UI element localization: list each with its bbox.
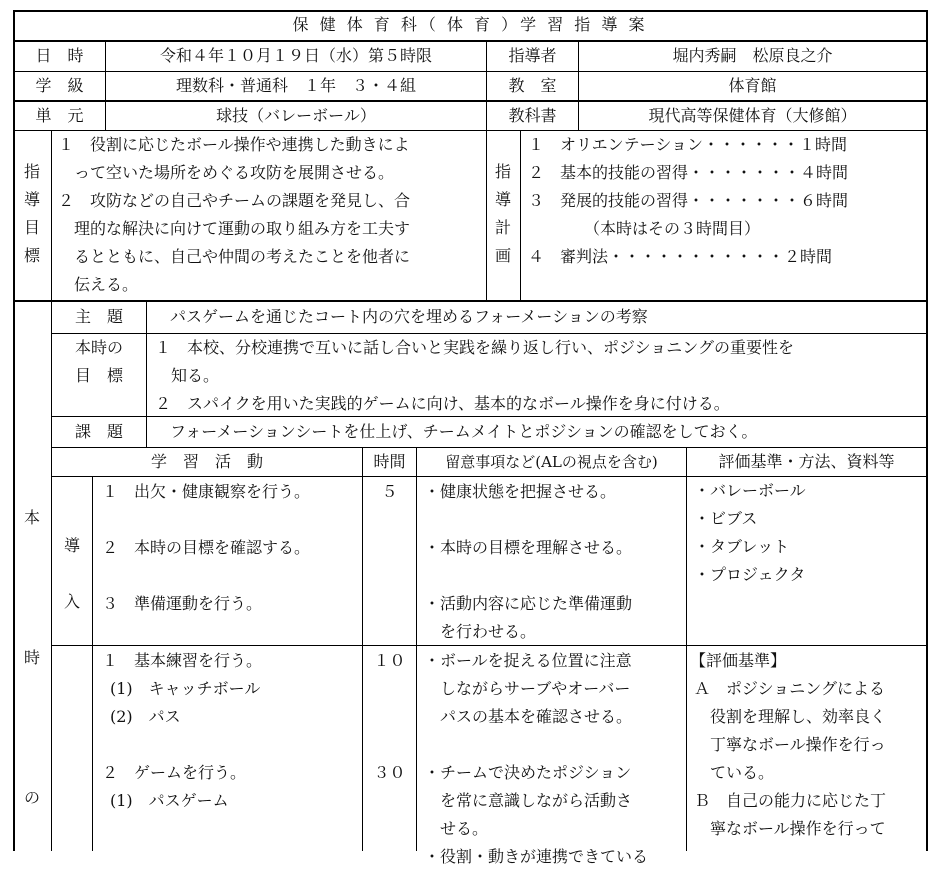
plan-line: １ オリエンテーション・・・・・・１時間 [528, 135, 848, 154]
intro-eval: ・ビブス [694, 509, 758, 528]
goal-line: 理的な解決に向けて運動の取り組み方を工夫す [58, 219, 411, 238]
task-label: 課 題 [74, 422, 123, 441]
main-eval: Ａ ポジショニングによる [694, 679, 885, 698]
border-right [926, 10, 928, 851]
main-eval: 丁寧なボール操作を行っ [694, 735, 886, 754]
intro-label: 導入 [63, 536, 80, 611]
instructor-label: 指導者 [508, 46, 557, 65]
objective-label-2: 目 標 [74, 366, 123, 385]
date-value: 令和４年１０月１９日（水）第５時限 [159, 46, 432, 65]
intro-activity: ３ 準備運動を行う。 [102, 594, 263, 613]
main-activity: ２ ゲームを行う。 [102, 763, 247, 782]
rule [486, 130, 487, 300]
rule [686, 447, 687, 851]
goal-line: って空いた場所をめぐる攻防を展開させる。 [58, 163, 395, 182]
intro-eval: ・タブレット [694, 537, 790, 556]
unit-label: 単 元 [35, 106, 84, 125]
main-eval: 【評価基準】 [690, 651, 787, 670]
main-note: ・ボールを捉える位置に注意 [424, 651, 632, 670]
textbook-label: 教科書 [508, 106, 557, 125]
main-time: ３０ [373, 763, 406, 782]
rule [13, 300, 928, 302]
room-value: 体育館 [728, 76, 777, 95]
objective-text [155, 334, 925, 418]
theme-label: 主 題 [74, 307, 123, 326]
header-time: 時間 [373, 452, 406, 471]
header-notes: 留意事項など(ALの視点を含む) [445, 453, 658, 471]
intro-time: ５ [381, 482, 398, 501]
theme-value: パスゲームを通じたコート内の穴を埋めるフォーメーションの考察 [170, 307, 648, 326]
room-label: 教 室 [508, 76, 557, 95]
intro-activity: ２ 本時の目標を確認する。 [102, 538, 311, 557]
main-activity: (2) パス [110, 707, 181, 726]
goals-text [58, 131, 484, 299]
border-top [13, 10, 928, 12]
plan-line: ４ 審判法・・・・・・・・・・・２時間 [528, 247, 833, 266]
objective-line: １ 本校、分校連携で互いに話し合いと実践を繰り返し行い、ポジショニングの重要性を [155, 338, 794, 357]
intro-eval: ・プロジェクタ [694, 565, 806, 584]
rule [520, 130, 521, 300]
main-eval: Ｂ 自己の能力に応じた丁 [694, 791, 887, 810]
main-note: しながらサーブやオーバー [424, 679, 631, 698]
main-time: １０ [373, 651, 406, 670]
main-activity: (1) パスゲーム [110, 791, 229, 810]
intro-note: ・健康状態を把握させる。 [424, 482, 617, 501]
task-value: フォーメーションシートを仕上げ、チームメイトとポジションの確認をしておく。 [170, 422, 758, 441]
instructor-value: 堀内秀嗣 松原良之介 [672, 46, 833, 65]
objective-label-1: 本時の [74, 338, 123, 357]
plan-line: ３ 発展的技能の習得・・・・・・・６時間 [528, 191, 849, 210]
goal-line: １ 役割に応じたボール操作や連携した動きによ [58, 135, 410, 154]
main-note: せる。 [424, 819, 489, 838]
goal-line: ２ 攻防などの自己やチームの課題を発見し、合 [58, 191, 411, 210]
main-note: ・役割・動きが連携できている [424, 847, 649, 866]
plan-label: 指導計画 [494, 162, 511, 265]
rule [51, 130, 52, 851]
header-activities: 学 習 活 動 [150, 452, 263, 471]
goal-line: るとともに、自己や仲間の考えたことを他者に [58, 247, 411, 266]
header-eval: 評価基準・方法、資料等 [718, 452, 895, 471]
document-title: 保 健 体 育 科（ 体 育 ）学 習 指 導 案 [292, 15, 648, 34]
rule [92, 476, 93, 851]
class-value: 理数科・普通科 １年 ３・４組 [175, 76, 416, 95]
intro-activity: １ 出欠・健康観察を行う。 [102, 482, 311, 501]
unit-value: 球技（バレーボール） [216, 106, 376, 125]
main-eval: ている。 [694, 763, 775, 782]
plan-text [528, 131, 924, 271]
date-label: 日 時 [35, 46, 84, 65]
goals-label: 指導目標 [23, 162, 40, 265]
lesson-side-label [14, 302, 51, 851]
main-note: を常に意識しながら活動さ [424, 791, 633, 810]
class-label: 学 級 [35, 76, 84, 95]
textbook-value: 現代高等保健体育（大修館） [648, 106, 857, 125]
main-eval: 役割を理解し、効率良く [694, 707, 887, 726]
main-note: パスの基本を確認させる。 [424, 707, 633, 726]
rule [146, 301, 147, 447]
intro-note: を行わせる。 [424, 622, 537, 641]
objective-line: ２ スパイクを用いた実践的ゲームに向け、基本的なボール操作を身に付ける。 [155, 394, 730, 413]
plan-line: （本時はその３時間目） [528, 219, 761, 238]
main-activity: １ 基本練習を行う。 [102, 651, 263, 670]
main-eval: 寧なボール操作を行って [694, 819, 886, 838]
goal-line: 伝える。 [58, 275, 139, 294]
main-note: ・チームで決めたポジション [424, 763, 632, 782]
objective-line: 知る。 [155, 366, 220, 385]
main-activity: (1) キャッチボール [110, 679, 261, 698]
lesson-side-text: 本時の [23, 508, 40, 807]
intro-eval: ・バレーボール [694, 481, 806, 500]
rule [416, 447, 417, 851]
plan-line: ２ 基本的技能の習得・・・・・・・４時間 [528, 163, 849, 182]
intro-note: ・本時の目標を理解させる。 [424, 538, 633, 557]
intro-note: ・活動内容に応じた準備運動 [424, 594, 633, 613]
